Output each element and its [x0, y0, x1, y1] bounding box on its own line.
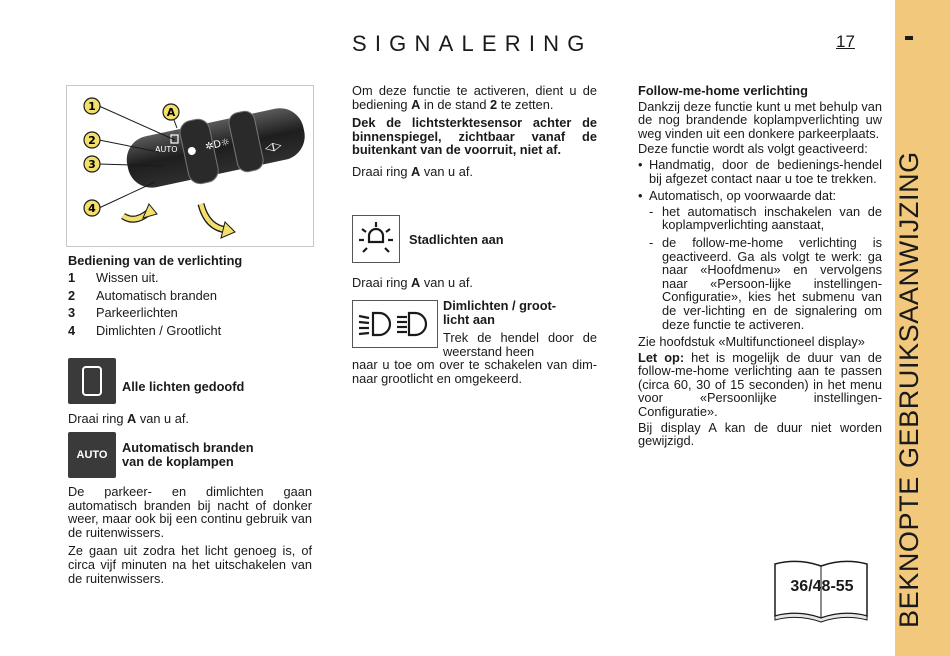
legend-text: Wissen uit. — [96, 270, 159, 285]
paragraph: Zie hoofdstuk «Multifunctioneel display» — [638, 334, 865, 350]
parking-lights-label: Stadlichten aan — [409, 232, 504, 247]
lighting-stalk-illustration — [67, 86, 313, 246]
ring-letter: A — [411, 275, 421, 290]
text: 2 — [490, 96, 498, 112]
instruction-text: van u af. — [136, 411, 189, 426]
lights-off-icon — [68, 358, 116, 404]
callout-1: 1 — [88, 100, 96, 113]
lever-auto-label: AUTO — [155, 145, 178, 154]
legend-item — [68, 270, 221, 288]
list-item: • Handmatig, door de bedienings-hendel bij afgezet contact naar u toe te trekken. — [638, 158, 882, 185]
ring-letter: A — [127, 411, 137, 426]
instruction-text: Draai ring — [68, 411, 128, 426]
paragraph: Ze gaan uit zodra het licht genoeg is, of circa vijf minuten na het uitschakelen van de ruitenwissers. — [68, 543, 312, 586]
callout-4: 4 — [88, 202, 96, 215]
paragraph: naar u toe om over te schakelen van dim- naar grootlicht en omgekeerd. — [352, 357, 597, 386]
beam-label-line: Dimlichten / groot- — [443, 298, 557, 313]
page-number: 17 — [836, 32, 855, 51]
callout-a: A — [166, 106, 176, 119]
follow-me-home-section — [638, 84, 882, 453]
middle-column-intro — [352, 84, 597, 184]
legend-number: 4 — [68, 322, 76, 338]
paragraph — [352, 84, 597, 111]
text: van u af. — [420, 163, 473, 179]
text: Draai ring — [352, 163, 412, 179]
svg-text:✲D☼: ✲D☼ — [204, 136, 232, 153]
auto-label-line: Automatisch branden — [122, 440, 254, 455]
auto-label-line: van de koplampen — [122, 453, 234, 469]
ring-letter: A — [411, 163, 421, 179]
heading-text: Follow-me-home verlichting — [638, 83, 808, 98]
sensor-warning: Dek de lichtsterktesensor achter de binnenspiegel, zichtbaar vanaf de buitenkant van de voorruit, niet af. — [352, 115, 597, 158]
sub-list-item: - het automatisch inschakelen van de koplampverlichting aanstaat, — [649, 205, 882, 232]
auto-description — [68, 485, 312, 590]
beam-symbol — [357, 309, 433, 339]
legend-item — [68, 305, 221, 323]
legend-number: 2 — [68, 287, 76, 303]
activation-list — [638, 158, 882, 331]
paragraph: Dankzij deze functie kunt u met behulp van de nog brandende koplampverlichting uw weg vinden uit een donkere parkeerplaats. — [638, 98, 882, 141]
section-heading — [638, 84, 882, 98]
list-item-text: Automatisch, op voorwaarde dat: — [649, 188, 837, 204]
text: in de stand — [420, 96, 491, 112]
parking-lights-icon — [352, 215, 400, 263]
beam-instruction-start — [443, 331, 597, 358]
sub-list-item: - de follow-me-home verlichting is geactiveerd. Ga als volgt te werk: ga naar «Hoofdmenu» en vervolgens naar «Persoon-lijke instellingen-Configuratie», kies het submenu van de ver-lichting en de signalering om deze functie te activeren. — [649, 236, 882, 331]
paragraph: Deze functie wordt als volgt geactiveerd: — [638, 141, 868, 157]
callout-2: 2 — [88, 134, 96, 147]
legend-item — [68, 288, 221, 306]
condition-list — [649, 205, 882, 331]
lights-off-label: Alle lichten gedoofd — [122, 379, 245, 394]
auto-headlamps-icon — [68, 432, 116, 478]
legend-number: 1 — [68, 270, 76, 285]
beam-label-line: licht aan — [443, 311, 495, 327]
beam-instruction-rest — [352, 358, 597, 390]
legend-title: Bediening van de verlichting — [68, 253, 243, 268]
paragraph: De parkeer- en dimlichten gaan automatisch branden bij nacht of donker weer, maar ook bij een continu gebruik van de ruitenwissers. — [68, 484, 312, 540]
callout-3: 3 — [88, 158, 96, 171]
text: Om deze functie te activeren, dient u de bediening — [352, 83, 597, 112]
note-label: Let op: — [638, 349, 685, 365]
paragraph: Trek de hendel door de weerstand heen — [443, 330, 597, 359]
dipped-main-beam-icon — [352, 300, 438, 348]
paragraph — [352, 165, 597, 179]
book-page-reference: 36/48-55 — [790, 578, 854, 595]
parking-instruction — [352, 276, 597, 290]
side-tab-text: BEKNOPTE GEBRUIKSAANWIJZING — [894, 151, 924, 628]
paragraph — [352, 116, 597, 157]
text: van u af. — [420, 275, 473, 290]
legend-text: Parkeerlichten — [96, 305, 178, 320]
paragraph — [638, 351, 882, 419]
text: A — [411, 96, 421, 112]
text: te zetten. — [497, 96, 554, 112]
legend-number: 3 — [68, 305, 76, 320]
list-item — [638, 189, 882, 331]
auto-headlamps-label — [122, 441, 254, 468]
auto-icon-text: AUTO — [76, 449, 108, 461]
legend-text: Automatisch branden — [96, 287, 217, 303]
legend-text: Dimlichten / Grootlicht — [96, 322, 222, 338]
legend-item — [68, 323, 221, 341]
text: Draai ring — [352, 275, 412, 290]
lights-off-instruction — [68, 412, 312, 426]
parking-lights-symbol — [357, 220, 395, 258]
paragraph: Bij display A kan de duur niet worden gewijzigd. — [638, 419, 882, 449]
lighting-stalk-diagram — [66, 85, 314, 247]
note-text: het is mogelijk de duur van de follow-me-home verlichting aan te passen (circa 60, 30 of 15 seconden) in het menu voor «Persoonlijke instellingen-Configuratie». — [638, 349, 882, 420]
svg-text:◁▷: ◁▷ — [263, 138, 283, 155]
page-title: SIGNALERING — [352, 31, 593, 56]
dipped-main-beam-label — [443, 299, 556, 326]
side-tab-marker — [905, 36, 913, 40]
legend-list — [68, 270, 221, 340]
